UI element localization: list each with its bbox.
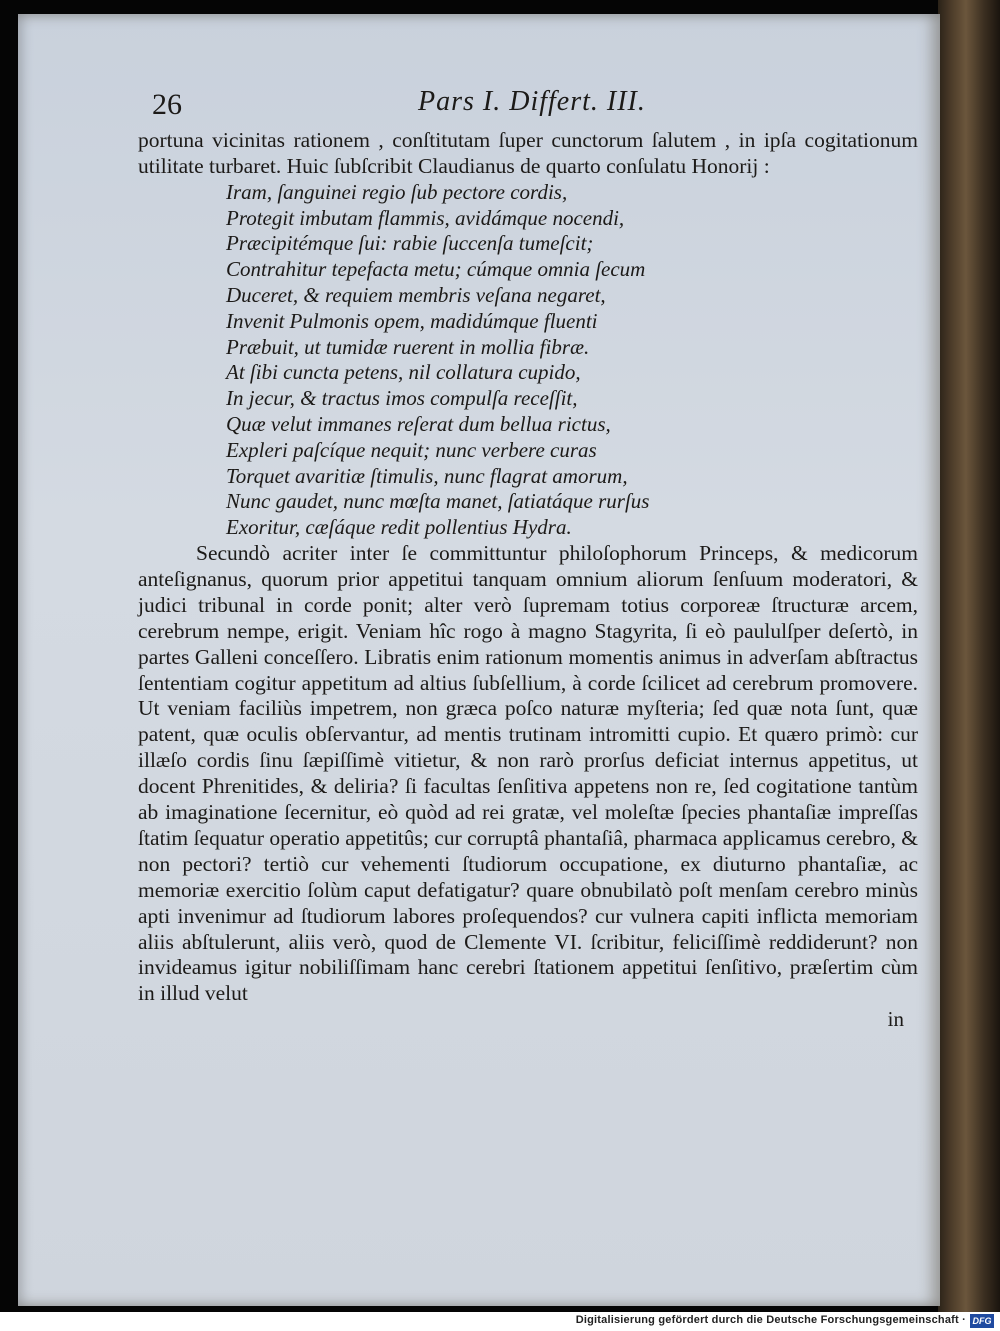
footer-credit: Digitalisierung gefördert durch die Deutsche Forschungsgemeinschaft · (575, 1314, 966, 1326)
paragraph-opening: portuna vicinitas rationem , conſtitutam ſuper cunctorum ſalutem , in ipſa cogitationum utilitate turbaret. Huic ſubſcribit Claudianus de quarto conſulatu Honorij : (138, 128, 918, 178)
verse-line: Nunc gaudet, nunc mœſta manet, ſatiatáque rurſus (226, 489, 650, 514)
dfg-logo-icon: DFG (970, 1314, 994, 1328)
page-content (138, 80, 918, 1031)
verse-line: Contrahitur tepefacta metu; cúmque omnia ſecum (226, 257, 646, 282)
verse-line: Invenit Pulmonis opem, madidúmque fluenti (226, 308, 598, 333)
running-head (138, 80, 918, 126)
verse-line: Præbuit, ut tumidæ ruerent in mollia fibræ. (226, 334, 590, 359)
verse-line: Protegit imbutam flammis, avidámque nocendi, (226, 205, 625, 230)
paragraph-main: Secundò acriter inter ſe committuntur philoſophorum Princeps, & medicorum anteſignanus, quorum prior appetitui tanquam omnium aliorum ſenſuum moderatori, & judici tribunal in corde ponit; alter verò ſupremam totius corporeæ ſtructuræ arcem, cerebrum nempe, erigit. Veniam hîc rogo à magno Stagyrita, ſi eò paululſper deſertò, in partes Galleni conceſſero. Libratis enim rationum momentis animus in adverſam abſtractus ſententiam cogitur appetitum ad altius ſubſellium, à corde ſcilicet ad cerebrum promovere. Ut veniam faciliùs impetrem, non græca poſco naturæ myſteria; ſed quæ nota ſunt, quæ patent, quæ oculis obſervantur, ad mentis trutinam intromitti cupio. Et quæro primò: cur illæſo cordis ſinu ſæpiſſimè vitietur, & non rarò prorſus deficiat internus appetitus, ut docent Phrenitides, & deliria? ſi facultas ſenſitiva appetens non re, ſed cogitatione tantùm ab imaginatione ſecernitur, eò quòd ad rei gratæ, vel moleſtæ ſpecies phantaſiæ impreſſas ſtatim ſequatur operatio appetitûs; cur corruptâ phantaſiâ, pharmaca applicamus cerebro, & non pectori? tertiò cur vehementi ſtudiorum occupatione, ex diuturno phantaſiæ, ac memoriæ exercitio ſolùm caput defatigatur? quare obnubilatò poſt menſam cerebro minùs apti invenimur ad ſtudiorum labores proſequendos? cur vulnera capiti inflicta memoriam aliis abſtulerunt, aliis verò, quod de Clemente VI. ſcribitur, feliciſſimè reddiderunt? non invideamus igitur nobiliſſimam hanc cerebri ſtationem appetitui ſenſitivo, præſertim cùm in illud velut (138, 540, 918, 1006)
book-cover-edge (938, 0, 1000, 1312)
footer-bar (0, 1312, 1000, 1331)
running-title: Pars I. Differt. III. (418, 86, 646, 117)
verse-line: At ſibi cuncta petens, nil collatura cupido, (226, 360, 581, 385)
verse-line: Præcipitémque ſui: rabie ſuccenſa tumeſcit; (226, 231, 594, 256)
verse-quotation (226, 180, 918, 541)
verse-line: Quæ velut immanes reſerat dum bellua rictus, (226, 411, 611, 436)
page-number: 26 (152, 88, 182, 121)
verse-line: Iram, ſanguinei regio ſub pectore cordis, (226, 179, 568, 204)
verse-line: In jecur, & tractus imos compulſa receſſit, (226, 386, 578, 411)
verse-line: Exoritur, cæſáque redit pollentius Hydra. (226, 515, 572, 540)
verse-line: Expleri paſcíque nequit; nunc verbere curas (226, 437, 597, 462)
verse-line: Duceret, & requiem membris veſana negaret, (226, 283, 606, 307)
verse-line: Torquet avaritiæ ſtimulis, nunc flagrat amorum, (226, 463, 628, 488)
catchword: in (887, 1007, 904, 1032)
